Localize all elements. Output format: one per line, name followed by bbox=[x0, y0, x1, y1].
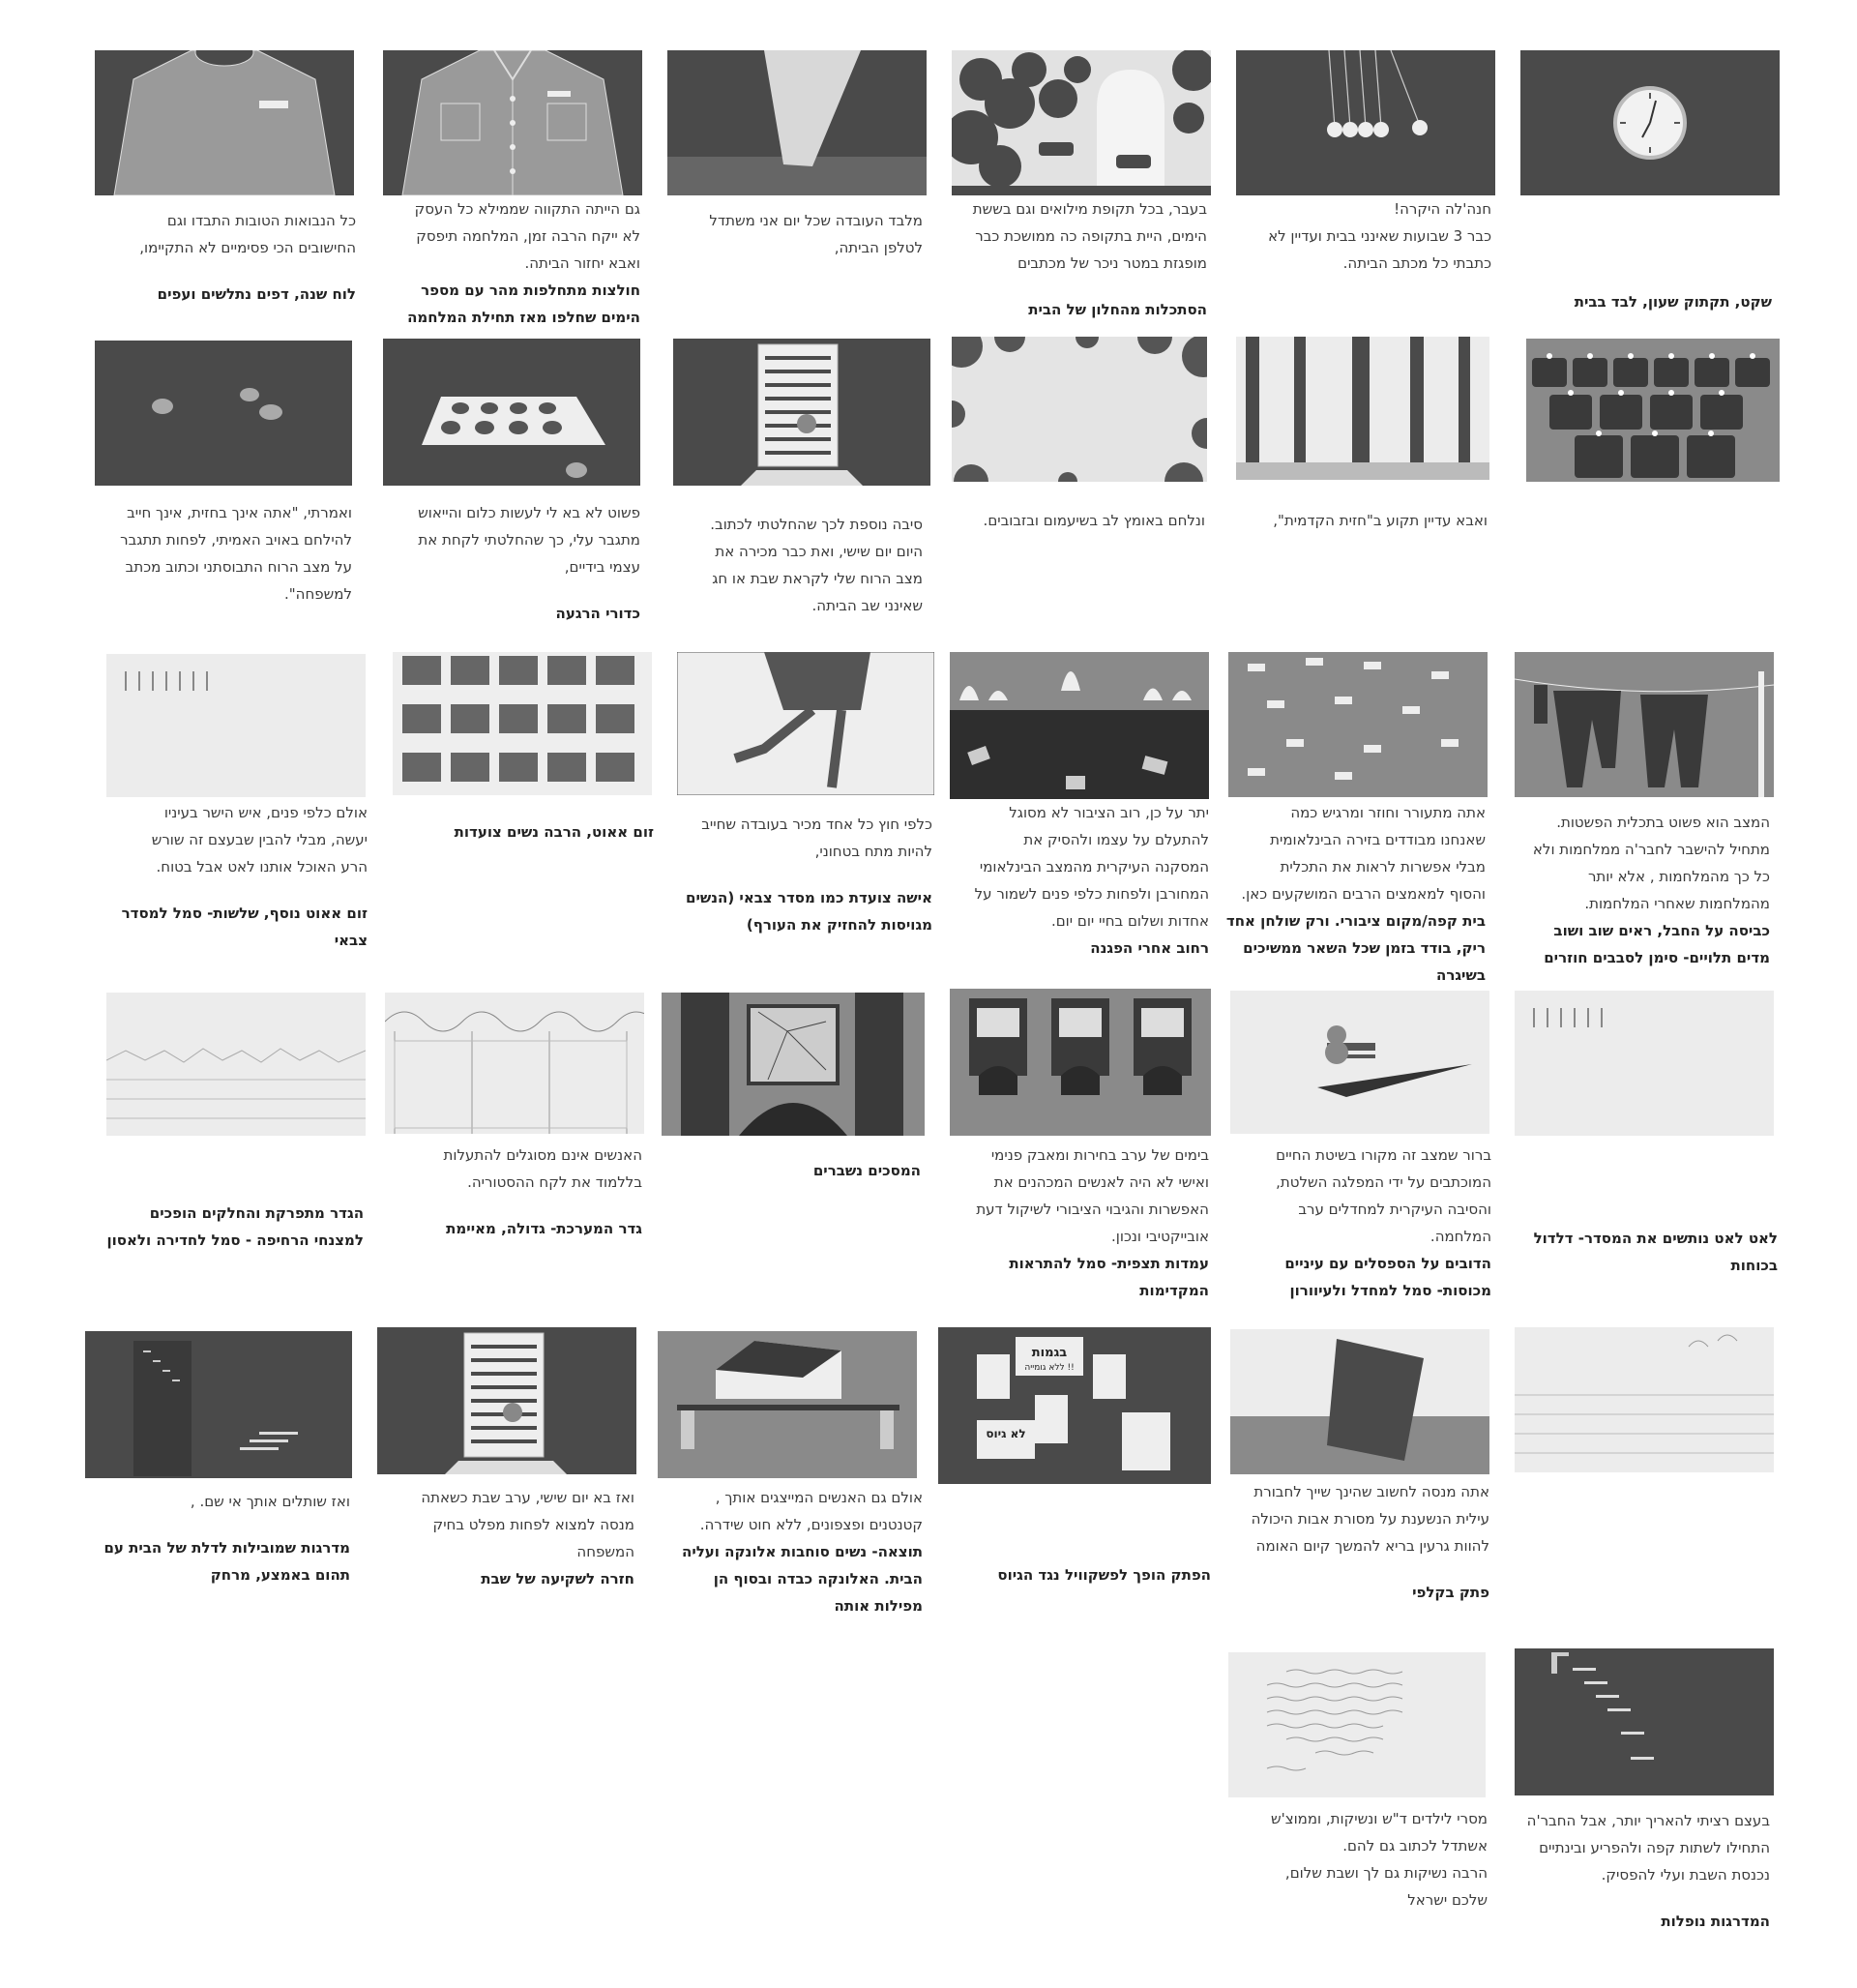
poster-top-text: בגמות bbox=[1031, 1346, 1068, 1360]
caption-line: ואבא יחזור הביתה. bbox=[524, 254, 640, 272]
caption-line: שאינני שב הביתה. bbox=[811, 597, 923, 614]
caption-line: מהמלחמות שאחרי המלחמות. bbox=[1584, 895, 1770, 912]
caption-line: ונלחם באומץ לב בשיעמום ובזבובים. bbox=[983, 512, 1205, 529]
frame-window-trees bbox=[952, 50, 1211, 195]
caption-line: מדרגות שמובילות לדלת של הבית עם bbox=[103, 1539, 350, 1557]
caption-line: אשתדל לכתוב גם להם. bbox=[1342, 1837, 1488, 1854]
caption-line: לא ייקח הרבה זמן, המלחמה תיפסק bbox=[416, 227, 640, 245]
caption-r3c1 bbox=[1509, 809, 1770, 971]
caption-line: להילחם באויב האמיתי, לפחות תתגבר bbox=[120, 531, 352, 549]
caption-line: על מצב הרוח התבוסתני וכתוב מכתב bbox=[125, 558, 352, 576]
caption-line: המחורבן ולפחות כלפי פנים לשמור על bbox=[974, 885, 1209, 903]
caption-line: ואישי לא היה לאנשים המכהנים את bbox=[993, 1173, 1209, 1191]
caption-line: שלכם ישראל bbox=[1407, 1891, 1488, 1909]
caption-line: להוות גרעין בריא להמשך קיום האומה bbox=[1255, 1537, 1489, 1555]
caption-r5c4 bbox=[662, 1484, 923, 1619]
caption-line: כל כך מהמלחמות , אלא יותר bbox=[1587, 868, 1770, 885]
caption-line: עילית הנשענת על מסורת אבות היכולה bbox=[1251, 1510, 1489, 1528]
caption-r6c1 bbox=[1480, 1807, 1770, 1935]
caption-line: אובייקטיבי ונכון. bbox=[1111, 1228, 1209, 1245]
caption-line: יתר על כן, רוב הציבור לא מסוגל bbox=[1009, 804, 1209, 821]
caption-line: תוצאה- נשים סוחבות אלונקה ועליה bbox=[682, 1543, 923, 1560]
caption-r4c3 bbox=[948, 1142, 1209, 1304]
frame-ballot-box bbox=[1230, 1329, 1489, 1474]
caption-r2c3 bbox=[944, 507, 1205, 534]
frame-door-sunset bbox=[673, 339, 930, 486]
caption-r3c6 bbox=[106, 799, 368, 954]
caption-line: נכנסת השבת ועלי להפסיק. bbox=[1601, 1866, 1770, 1884]
caption-r2c4 bbox=[662, 511, 923, 619]
caption-line: מסרי לילדים ד"ש ונשיקות, וממוצ'ש bbox=[1270, 1810, 1488, 1827]
caption-line: ריק, בודד בזמן שכל השאר ממשיכים bbox=[1243, 939, 1486, 957]
caption-line: אחדות ושלום בחיי יום יום. bbox=[1050, 912, 1209, 930]
caption-line: והסוף למאמצים הרבים המושקעים כאן. bbox=[1241, 885, 1486, 903]
caption-line: הרבה נשיקות גם לך ושבת שלום, bbox=[1284, 1864, 1488, 1882]
caption-line: האפשרות והגיבוי הציבורי לשיקול דעת bbox=[976, 1201, 1209, 1218]
caption-r1c6 bbox=[95, 207, 356, 308]
caption-line: מתגבר עלי, כך שהחלטתי לקחת את bbox=[418, 531, 640, 549]
caption-line: מתחיל להישבר לחבר'ה ממלחמות ולא bbox=[1532, 841, 1770, 858]
caption-line: ואז בא יום שישי, ערב שבת כשאתה bbox=[421, 1489, 634, 1506]
caption-line: המסכים נשברים bbox=[812, 1162, 921, 1179]
frame-tally-fading bbox=[1515, 991, 1774, 1136]
caption-line: התחילו לשתות קפה ולהפריע ובינתיים bbox=[1539, 1839, 1770, 1856]
caption-r2c5 bbox=[379, 499, 640, 627]
caption-line: לאט לאט נותשים את המסדר- דלדול bbox=[1533, 1230, 1778, 1247]
caption-r1c2 bbox=[1230, 195, 1491, 277]
caption-line: המסקנה העיקרית מהמצב הבינלאומי bbox=[979, 858, 1209, 875]
frame-tally-marks bbox=[106, 654, 366, 797]
caption-r3c2 bbox=[1224, 799, 1486, 989]
caption-line: עמדות תצפית- סמל להתראות bbox=[1009, 1255, 1209, 1272]
caption-line: היום יום שישי, ואת כבר מכירה את bbox=[715, 543, 923, 560]
frame-fence-breaking bbox=[106, 993, 366, 1136]
caption-line: אולם גם האנשים המייצגים אותך , bbox=[715, 1489, 923, 1506]
caption-line: כביסה על החבל, ראים שוב ושוב bbox=[1553, 922, 1770, 939]
caption-line: חנה'לה היקרה! bbox=[1394, 200, 1491, 218]
caption-line: בשיגרה bbox=[1436, 966, 1486, 984]
caption-line: הגדר מתפרקת והחלקים הופכים bbox=[149, 1204, 364, 1222]
caption-line: ואז שותלים אותך אי שם. , bbox=[190, 1493, 350, 1510]
caption-line: האנשים אינם מסוגלים להתעלות bbox=[443, 1146, 642, 1164]
frame-pill-blister bbox=[383, 339, 640, 486]
frame-stairs-falling bbox=[1515, 1648, 1774, 1795]
caption-line: בכוחות bbox=[1730, 1257, 1778, 1274]
caption-line: בימים של ערב בחירות ומאבק פנימי bbox=[990, 1146, 1209, 1164]
frame-stairs-gap bbox=[85, 1331, 352, 1478]
caption-line: פשוט לא בא לי לעשות כלום והייאוש bbox=[418, 504, 640, 521]
caption-line: המדרגות נופלות bbox=[1661, 1913, 1770, 1930]
caption-line: החישובים הכי פסימיים לא התקיימו, bbox=[139, 239, 356, 256]
caption-line: ברור שמצב זה מקורו בשיטת החיים bbox=[1276, 1146, 1491, 1164]
caption-line: קטנטנים ופצפונים, ללא חוט שידרה. bbox=[699, 1516, 923, 1533]
caption-line: אתה מתעורר וחוזר ומרגיש כמה bbox=[1290, 804, 1486, 821]
caption-line: גם הייתה התקווה שממילא כל העסק bbox=[414, 200, 640, 218]
caption-line: כבר 3 שבועות שאינני בבית ועדיין לא bbox=[1268, 227, 1491, 245]
caption-line: הבית. האלונקה כבדה ובסוף הן bbox=[713, 1570, 923, 1587]
caption-r6c2 bbox=[1217, 1805, 1488, 1914]
caption-r1c5 bbox=[379, 195, 640, 331]
caption-r5c3 bbox=[950, 1561, 1211, 1588]
caption-r1c1 bbox=[1511, 288, 1772, 315]
frame-candles bbox=[1526, 339, 1780, 482]
caption-line: גדר המערכת- גדולה, מאיימת bbox=[446, 1220, 642, 1237]
caption-line: מלבד העובדה שכל יום אני משתדל bbox=[709, 212, 923, 229]
caption-r5c5 bbox=[373, 1484, 634, 1592]
frame-shirt bbox=[383, 50, 642, 195]
caption-line: לוח שנה, דפים נתלשים ועפים bbox=[157, 285, 356, 303]
caption-line: כדורי הרגעה bbox=[555, 605, 640, 622]
caption-line: זום אאוט נוסף, שלשות- סמל למסדר bbox=[121, 905, 368, 922]
caption-r4c4 bbox=[660, 1157, 921, 1184]
caption-line: לטלפן הביתה, bbox=[834, 239, 923, 256]
frame-observation-chairs bbox=[950, 989, 1211, 1136]
caption-line: למשפחה". bbox=[284, 585, 352, 603]
caption-line: בעבר, בכל תקופת מילואים וגם בששת bbox=[972, 200, 1207, 218]
caption-line: מצב הרוח שלי לקראת שבת או חג bbox=[712, 570, 923, 587]
caption-line: אתה מנסה לחשוב שהינך שייך לחבורת bbox=[1253, 1483, 1489, 1500]
frame-house-stretcher bbox=[658, 1331, 917, 1478]
caption-line: הפתק הופך לפשקוויל נגד הגיוס bbox=[997, 1566, 1211, 1584]
caption-line: שקט, תקתוק שעון, לבד בבית bbox=[1574, 293, 1772, 311]
caption-r4c5 bbox=[381, 1142, 642, 1242]
frame-tree-trunks bbox=[1236, 337, 1489, 480]
caption-line: המוכתבים על ידי המפלגה השלטת, bbox=[1276, 1173, 1491, 1191]
caption-r1c4 bbox=[662, 207, 923, 261]
frame-razor-fence bbox=[385, 993, 644, 1134]
frame-light-beam bbox=[667, 50, 927, 195]
caption-r4c1 bbox=[1517, 1225, 1778, 1279]
frame-door-sunset-2 bbox=[377, 1327, 636, 1474]
caption-line: זום אאוט, הרבה נשים צועדות bbox=[454, 823, 654, 841]
caption-line: הרע האוכל אותנו לאט אבל בטוח. bbox=[156, 858, 368, 875]
frame-posters-wall bbox=[938, 1327, 1211, 1484]
caption-line: בעצם רציתי להאריך יותר, אבל החבר'ה bbox=[1526, 1812, 1770, 1829]
caption-line: המשפחה bbox=[576, 1543, 634, 1560]
caption-line: מכוסות- סמל למחדל ולעיוורון bbox=[1289, 1282, 1491, 1299]
caption-line: חולצות מתחלפות מהר עם מספר bbox=[421, 282, 640, 299]
caption-line: שאנחנו מבודדים בזירה הבינלאומית bbox=[1270, 831, 1486, 848]
frame-sweater bbox=[95, 50, 354, 195]
caption-line: הדובים על הספסלים עם עיניים bbox=[1284, 1255, 1491, 1272]
caption-line: מפילות אותה bbox=[834, 1597, 923, 1615]
frame-many-women bbox=[393, 652, 652, 795]
poster-sub-text: ללא גומייה !! bbox=[1024, 1363, 1075, 1373]
caption-line: כל הנבואות הטובות התבדו וגם bbox=[166, 212, 356, 229]
frame-leaf-frame bbox=[952, 337, 1207, 482]
caption-line: אולם כלפי פנים, איש הישר בעיניו bbox=[163, 804, 368, 821]
caption-line: מדים תלויים- סימן לסבבים חוזרים bbox=[1544, 949, 1770, 966]
caption-line: פתק בקלפי bbox=[1412, 1584, 1489, 1601]
caption-line: רחוב אחרי הפגנה bbox=[1090, 939, 1209, 957]
caption-line: הסתכלות מהחלון של הבית bbox=[1028, 301, 1207, 318]
caption-line: מנסה למצוא לפחות מפלט בחיק bbox=[432, 1516, 634, 1533]
caption-line: חזרה לשקיעה של שבת bbox=[481, 1570, 634, 1587]
caption-line: הימים שחלפו מאז תחילת המלחמה bbox=[407, 309, 640, 326]
frame-marching-woman bbox=[677, 652, 934, 795]
caption-line: מגויסות להחזיק את העורף) bbox=[746, 916, 932, 934]
frame-cafe-tables bbox=[1228, 652, 1488, 797]
caption-line: המצב הוא פשוט בתכלית הפשטות. bbox=[1556, 814, 1770, 831]
frame-pills bbox=[95, 341, 352, 486]
frame-fence-parachutes bbox=[1515, 1327, 1774, 1472]
caption-line: צבאי bbox=[334, 932, 368, 949]
poster-stamp-text: לא גיוס bbox=[986, 1427, 1026, 1440]
caption-line: עצמי בידיים, bbox=[564, 558, 640, 576]
caption-line: בללמוד את לקח ההסטוריה. bbox=[467, 1173, 642, 1191]
frame-handwritten-letter bbox=[1228, 1652, 1486, 1797]
caption-line: תהום באמצע, מרחק bbox=[210, 1566, 350, 1584]
caption-line: מופגזת במטר ניכר של מכתבים bbox=[1017, 254, 1207, 272]
frame-street-fire bbox=[950, 652, 1209, 799]
caption-line: סיבה נוספת לכך שהחלטתי לכתוב. bbox=[710, 516, 923, 533]
caption-r3c5 bbox=[393, 818, 654, 846]
caption-line: המקדימות bbox=[1139, 1282, 1209, 1299]
caption-line: ואמרתי, "אתה אינך בחזית, אינך חייב bbox=[127, 504, 352, 521]
caption-r2c2 bbox=[1226, 507, 1488, 534]
caption-line: הימים, היית בתקופה כה ממושכת כבר bbox=[975, 227, 1207, 245]
caption-r3c3 bbox=[948, 799, 1209, 962]
caption-r2c6 bbox=[91, 499, 352, 608]
caption-line: ואבא עדיין תקוע ב"חזית הקדמית", bbox=[1273, 512, 1488, 529]
frame-broken-screen bbox=[662, 993, 925, 1136]
caption-line: למצנחי הרחיפה - סמל לחדירה ולאסון bbox=[106, 1231, 364, 1249]
frame-clock bbox=[1520, 50, 1780, 195]
caption-r1c3 bbox=[946, 195, 1207, 323]
caption-line: מבלי אפשרות לראות את התכלית bbox=[1280, 858, 1486, 875]
caption-line: והסיבה העיקרית למחדלים ערב bbox=[1298, 1201, 1491, 1218]
caption-line: יעשה, מבלי להבין שבעצם זה שורש bbox=[151, 831, 368, 848]
caption-r5c6 bbox=[89, 1488, 350, 1588]
caption-line: בית קפה/מקום ציבורי. ורק שולחן אחד bbox=[1225, 912, 1486, 930]
caption-r4c6 bbox=[83, 1200, 364, 1254]
frame-laundry-line bbox=[1515, 652, 1774, 797]
frame-newtons-cradle bbox=[1236, 50, 1495, 195]
caption-line: המלחמה. bbox=[1430, 1228, 1491, 1245]
caption-r3c4 bbox=[671, 811, 932, 938]
caption-line: כלפי חוץ כל אחד מכיר בעובדה שחייב bbox=[701, 816, 932, 833]
caption-r5c2 bbox=[1209, 1478, 1489, 1606]
caption-line: כתבתי כל מכתב הביתה. bbox=[1342, 254, 1491, 272]
caption-line: להיות מתח בטחוני, bbox=[814, 843, 932, 860]
caption-line: אישה צועדת כמו מסדר צבאי (הנשים bbox=[686, 889, 932, 906]
caption-r4c2 bbox=[1230, 1142, 1491, 1304]
caption-line: להתעלם על עצמו ולהסיק את bbox=[1023, 831, 1209, 848]
frame-bear-bench bbox=[1230, 991, 1489, 1134]
